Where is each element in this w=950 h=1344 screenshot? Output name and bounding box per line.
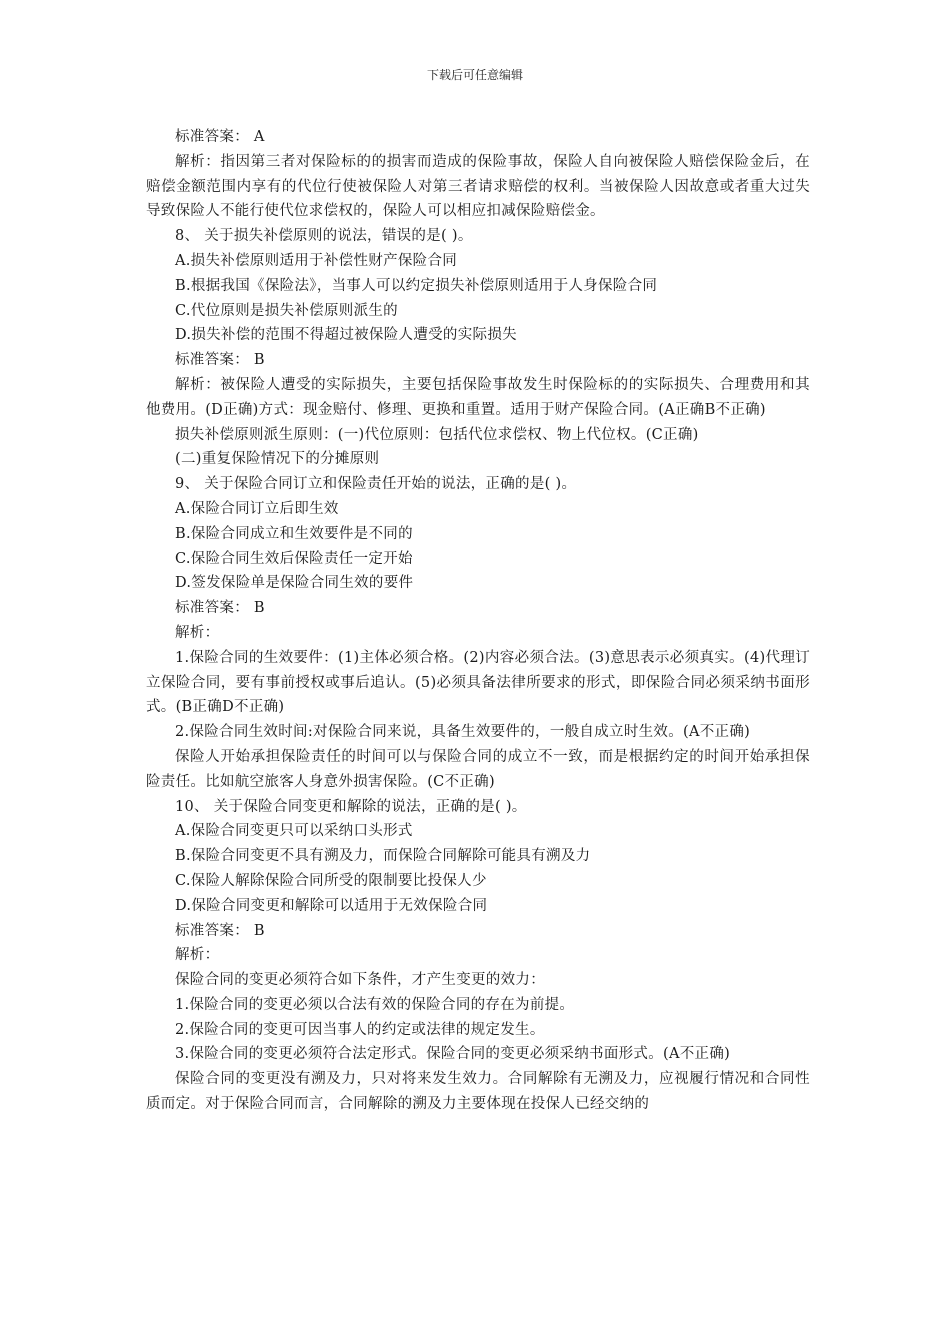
option-b: B.保险合同成立和生效要件是不同的	[175, 525, 413, 542]
analysis-label: 解析：	[175, 624, 220, 641]
option-d: D.保险合同变更和解除可以适用于无效保险合同	[175, 897, 488, 914]
option-d: D.签发保险单是保险合同生效的要件	[175, 575, 414, 592]
answer-line: 标准答案： B	[175, 922, 265, 939]
document-body	[146, 125, 810, 1117]
analysis-paragraph: 损失补偿原则派生原则：(一)代位原则：包括代位求偿权、物上代位权。(C正确)	[175, 426, 699, 443]
analysis-paragraph: (二)重复保险情况下的分摊原则	[175, 451, 380, 468]
answer-line: 标准答案： B	[175, 600, 265, 617]
analysis-paragraph: 1.保险合同的变更必须以合法有效的保险合同的存在为前提。	[175, 996, 575, 1013]
page-header: 下载后可任意编辑	[426, 68, 523, 82]
analysis-paragraph: 2.保险合同的变更可因当事人的约定或法律的规定发生。	[175, 1021, 545, 1038]
analysis-paragraph: 解析：指因第三者对保险标的的损害而造成的保险事故，保险人自向被保险人赔偿保险金后，在赔偿金额范围内享有的代位行使被保险人对第三者请求赔偿的权利。当被保险人因故意或者重大过失导致保险人不能行使代位求偿权的，保险人可以相应扣减保险赔偿金。	[146, 153, 810, 220]
option-b: B.根据我国《保险法》，当事人可以约定损失补偿原则适用于人身保险合同	[175, 277, 658, 294]
analysis-paragraph: 2.保险合同生效时间:对保险合同来说，具备生效要件的，一般自成立时生效。(A不正确)	[175, 724, 751, 741]
analysis-paragraph: 解析：被保险人遭受的实际损失，主要包括保险事故发生时保险标的的实际损失、合理费用和其他费用。(D正确)方式：现金赔付、修理、更换和重置。适用于财产保险合同。(A正确B不正确)	[146, 376, 810, 418]
analysis-paragraph: 保险合同的变更没有溯及力，只对将来发生效力。合同解除有无溯及力，应视履行情况和合同性质而定。对于保险合同而言，合同解除的溯及力主要体现在投保人已经交纳的	[146, 1071, 810, 1113]
answer-line: 标准答案： A	[175, 129, 265, 145]
analysis-paragraph: 3.保险合同的变更必须符合法定形式。保险合同的变更必须采纳书面形式。(A不正确)	[175, 1046, 731, 1063]
analysis-paragraph: 保险人开始承担保险责任的时间可以与保险合同的成立不一致，而是根据约定的时间开始承担保险责任。比如航空旅客人身意外损害保险。(C不正确)	[146, 748, 810, 790]
analysis-label: 解析：	[175, 947, 220, 964]
question-9: 9、 关于保险合同订立和保险责任开始的说法，正确的是( )。	[175, 476, 577, 493]
option-d: D.损失补偿的范围不得超过被保险人遭受的实际损失	[175, 327, 517, 344]
analysis-paragraph: 保险合同的变更必须符合如下条件，才产生变更的效力：	[175, 972, 545, 989]
option-a: A.损失补偿原则适用于补偿性财产保险合同	[175, 252, 458, 269]
option-b: B.保险合同变更不具有溯及力，而保险合同解除可能具有溯及力	[175, 848, 591, 865]
option-c: C.保险合同生效后保险责任一定开始	[175, 550, 413, 567]
option-a: A.保险合同订立后即生效	[175, 500, 339, 517]
question-8: 8、 关于损失补偿原则的说法，错误的是( )。	[175, 228, 473, 245]
question-10: 10、 关于保险合同变更和解除的说法，正确的是( )。	[175, 798, 527, 815]
answer-line: 标准答案： B	[175, 352, 265, 369]
option-c: C.保险人解除保险合同所受的限制要比投保人少	[175, 872, 487, 889]
analysis-paragraph: 1.保险合同的生效要件：(1)主体必须合格。(2)内容必须合法。(3)意思表示必须真实。(4)代理订立保险合同，要有事前授权或事后追认。(5)必须具备法律所要求的形式，即保险合同必须采纳书面形式。(B正确D不正确)	[146, 649, 810, 716]
option-a: A.保险合同变更只可以采纳口头形式	[175, 823, 413, 840]
option-c: C.代位原则是损失补偿原则派生的	[175, 302, 398, 319]
